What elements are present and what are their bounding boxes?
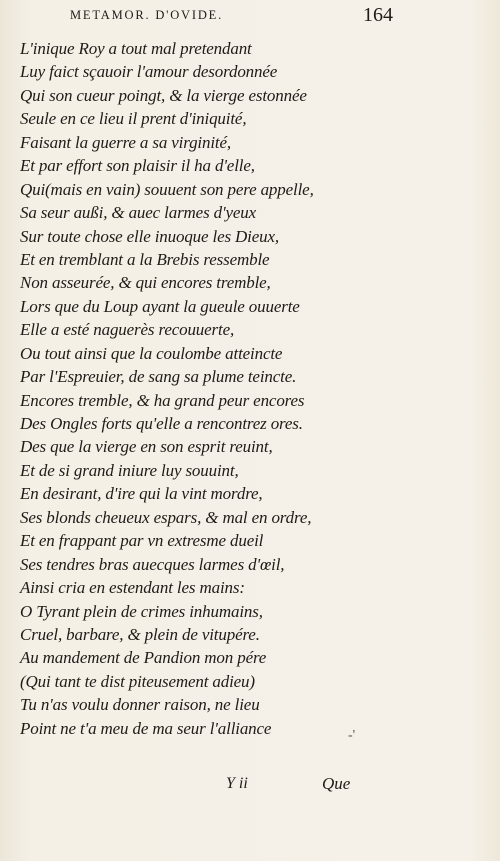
page-number: 164	[363, 4, 393, 26]
verse-line: Ses blonds cheueux espars, & mal en ordre,	[20, 507, 312, 527]
verse-line: Cruel, barbare, & plein de vitupére.	[20, 624, 260, 644]
verse-line: Lors que du Loup ayant la gueule ouuerte	[20, 296, 300, 316]
verse-line: Et de si grand iniure luy souuint,	[20, 460, 239, 480]
verse-line: Faisant la guerre a sa virginité,	[20, 132, 231, 152]
verse-line: Et en tremblant a la Brebis ressemble	[20, 249, 270, 269]
verse-text	[20, 37, 350, 740]
verse-line: Et par effort son plaisir il ha d'elle,	[20, 156, 255, 176]
verse-line: Luy faict sçauoir l'amour desordonnée	[20, 62, 278, 82]
verse-line: En desirant, d'ire qui la vint mordre,	[20, 484, 263, 504]
verse-line: Tu n'as voulu donner raison, ne lieu	[20, 695, 260, 715]
verse-line: Au mandement de Pandion mon pére	[20, 648, 267, 668]
verse-line: Ainsi cria en estendant les mains:	[20, 578, 245, 598]
verse-line: L'inique Roy a tout mal pretendant	[20, 39, 252, 58]
verse-line: Des que la vierge en son esprit reuint,	[20, 437, 273, 457]
verse-line: Qui(mais en vain) souuent son pere appelle,	[20, 179, 314, 199]
verse-line: Non asseurée, & qui encores tremble,	[20, 273, 271, 293]
verse-line: Seule en ce lieu il prent d'iniquité,	[20, 109, 247, 129]
verse-line: Qui son cueur poingt, & la vierge estonnée	[20, 85, 307, 105]
verse-line: Sa seur außi, & auec larmes d'yeux	[20, 203, 257, 223]
verse-line: Par l'Espreuier, de sang sa plume teincte.	[20, 367, 297, 387]
running-title: METAMOR. D'OVIDE.	[70, 8, 224, 22]
verse-line: Sur toute chose elle inuoque les Dieux,	[20, 226, 279, 246]
verse-line: Et en frappant par vn extresme dueil	[20, 531, 264, 551]
margin-mark: -'	[348, 728, 356, 743]
signature-mark: Y ii	[226, 775, 248, 792]
verse-line: Encores tremble, & ha grand peur encores	[20, 390, 305, 410]
catchword: Que	[322, 774, 351, 793]
verse-line: Ou tout ainsi que la coulombe atteincte	[20, 343, 283, 363]
verse-line: Ses tendres bras auecques larmes d'œil,	[20, 554, 285, 574]
verse-line: Point ne t'a meu de ma seur l'alliance	[20, 718, 272, 738]
verse-line: Des Ongles forts qu'elle a rencontrez ores.	[20, 414, 303, 433]
verse-line: (Qui tant te dist piteusement adieu)	[20, 671, 255, 691]
verse-line: Elle a esté naguerès recouuerte,	[20, 320, 235, 340]
verse-line: O Tyrant plein de crimes inhumains,	[20, 601, 263, 621]
